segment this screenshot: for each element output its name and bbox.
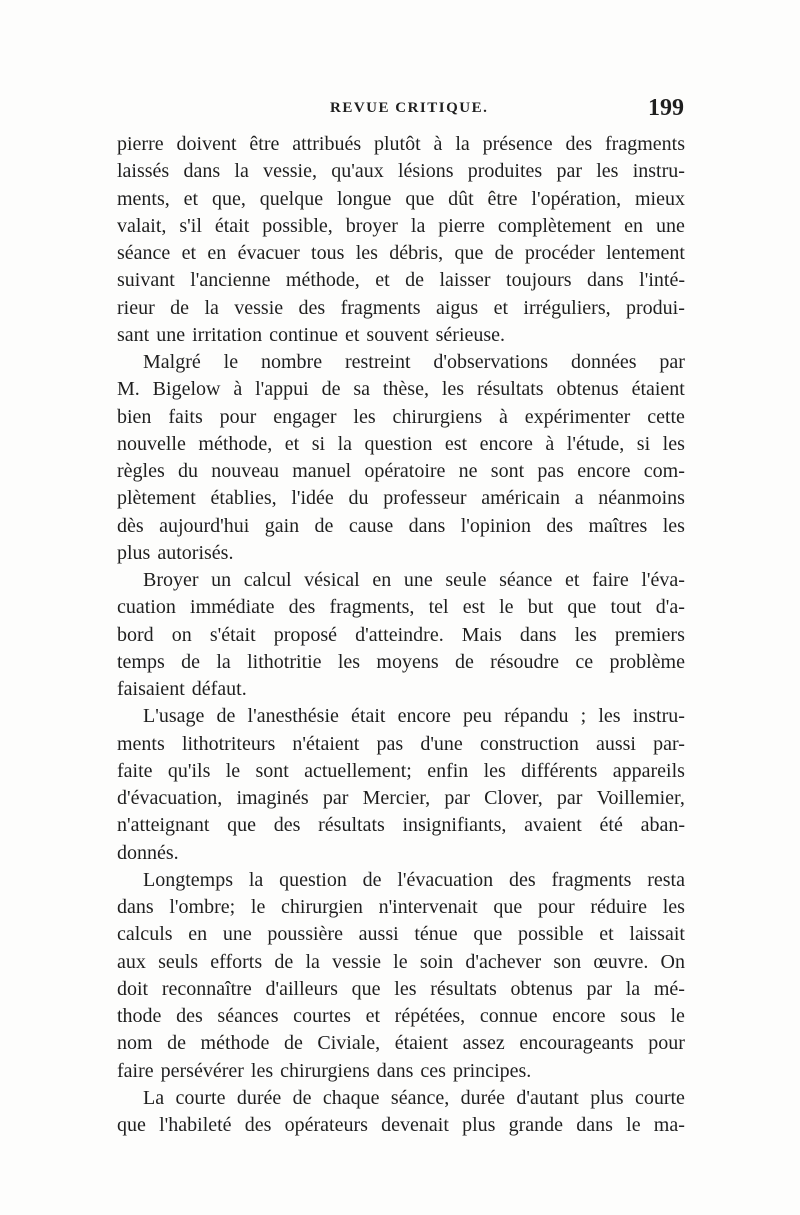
text-line: dans l'ombre; le chirurgien n'intervenait que pour réduire les	[117, 896, 685, 918]
text-line: aux seuls efforts de la vessie le soin d'achever son œuvre. On	[117, 950, 685, 973]
text-line: Longtemps la question de l'évacuation des fragments resta	[143, 868, 685, 891]
text-line: calculs en une poussière aussi ténue que possible et laissait	[117, 923, 685, 946]
text-line: faire persévérer les chirurgiens dans ces principes.	[117, 1059, 532, 1082]
text-line: donnés.	[117, 841, 179, 864]
text-line: bord on s'était proposé d'atteindre. Mais dans les premiers	[117, 623, 685, 646]
text-line: que l'habileté des opérateurs devenait plus grande dans le ma-	[117, 1114, 685, 1136]
text-line: ments, et que, quelque longue que dût être l'opération, mieux	[117, 187, 685, 210]
text-line: temps de la lithotritie les moyens de résoudre ce problème	[117, 650, 685, 673]
text-line: cuation immédiate des fragments, tel est le but que tout d'a-	[117, 596, 685, 619]
text-line: règles du nouveau manuel opératoire ne sont pas encore com-	[117, 460, 685, 482]
text-line: Malgré le nombre restreint d'observations données par	[143, 351, 685, 373]
text-line: valait, s'il était possible, broyer la pierre complètement en une	[117, 214, 685, 237]
text-line: n'atteignant que des résultats insignifiants, avaient été aban-	[117, 814, 685, 837]
text-line: laissés dans la vessie, qu'aux lésions produites par les instru-	[117, 160, 685, 183]
text-line: suivant l'ancienne méthode, et de laisser toujours dans l'inté-	[117, 269, 685, 292]
text-line: plus autorisés.	[117, 541, 234, 564]
text-line: thode des séances courtes et répétées, connue encore sous le	[117, 1005, 685, 1027]
text-line: séance et en évacuer tous les débris, que de procéder lentement	[117, 242, 685, 264]
text-line: M. Bigelow à l'appui de sa thèse, les résultats obtenus étaient	[117, 378, 685, 401]
text-line: La courte durée de chaque séance, durée d'autant plus courte	[143, 1086, 685, 1109]
text-line: doit reconnaître d'ailleurs que les résultats obtenus par la mé-	[117, 977, 685, 1000]
running-title: REVUE CRITIQUE.	[330, 100, 489, 116]
page-number: 199	[648, 95, 684, 121]
text-line: ments lithotriteurs n'étaient pas d'une construction aussi par-	[117, 732, 685, 755]
text-line: pierre doivent être attribués plutôt à la présence des fragments	[117, 133, 685, 155]
text-line: faisaient défaut.	[117, 678, 247, 700]
text-line: nom de méthode de Civiale, étaient assez encourageants pour	[117, 1032, 685, 1055]
text-line: nouvelle méthode, et si la question est encore à l'étude, si les	[117, 432, 685, 455]
text-line: plètement établies, l'idée du professeur américain a néanmoins	[117, 487, 685, 510]
running-head	[0, 95, 800, 125]
text-line: faite qu'ils le sont actuellement; enfin les différents appareils	[117, 759, 685, 782]
body-text	[117, 131, 685, 1139]
text-line: L'usage de l'anesthésie était encore peu répandu ; les instru-	[143, 705, 685, 728]
text-line: Broyer un calcul vésical en une seule séance et faire l'éva-	[143, 569, 685, 591]
text-line: d'évacuation, imaginés par Mercier, par Clover, par Voillemier,	[117, 787, 685, 809]
text-line: dès aujourd'hui gain de cause dans l'opinion des maîtres les	[117, 514, 685, 537]
text-line: rieur de la vessie des fragments aigus et irréguliers, produi-	[117, 296, 685, 319]
text-line: bien faits pour engager les chirurgiens à expérimenter cette	[117, 405, 685, 428]
text-line: sant une irritation continue et souvent sérieuse.	[117, 323, 506, 346]
